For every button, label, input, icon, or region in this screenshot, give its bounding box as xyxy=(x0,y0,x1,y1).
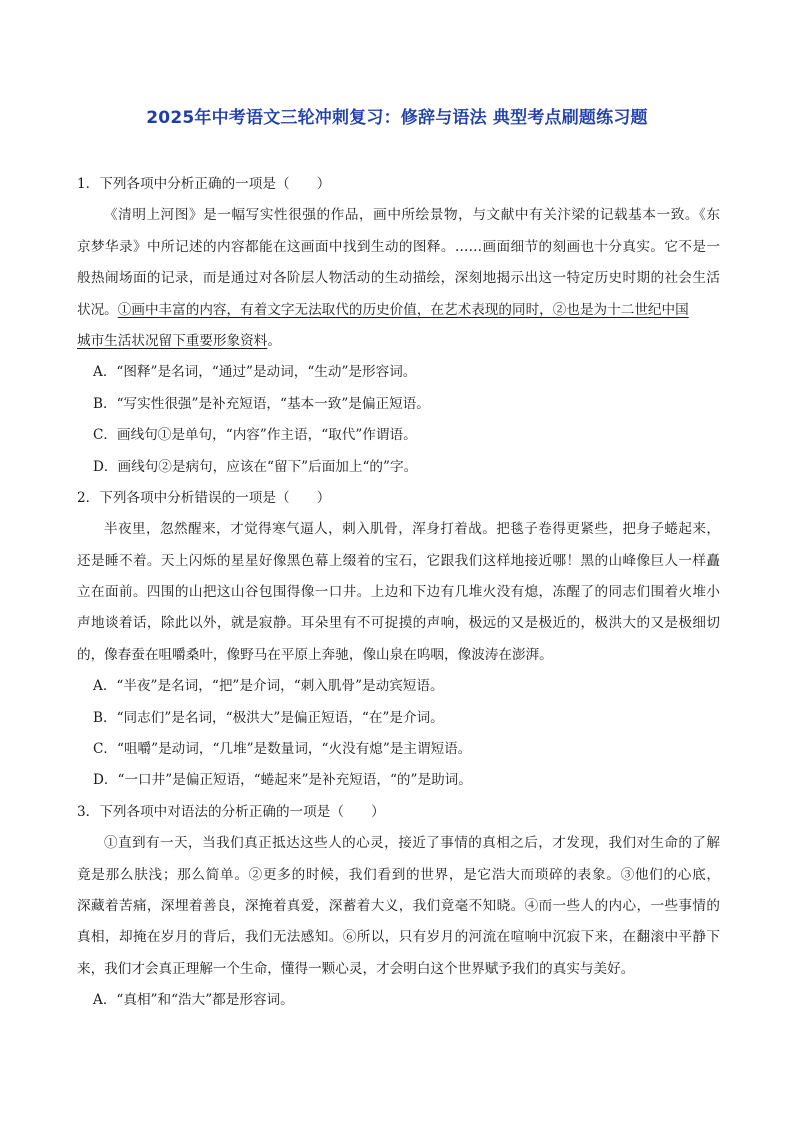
question-1-option-b: B．“写实性很强”是补充短语，“基本一致”是偏正短语。 xyxy=(93,395,430,412)
question-3-option-a: A．“真相”和“浩大”都是形容词。 xyxy=(93,992,294,1009)
question-2-passage-line: 半夜里，忽然醒来，才觉得寒气逼人，刺入肌骨，浑身打着战。把毯子卷得更紧些，把身子蜷起来， xyxy=(104,521,720,538)
question-1-passage-line xyxy=(77,328,720,359)
question-1-passage-line: 京梦华录》中所记述的内容都能在这画面中找到生动的图释。……画面细节的刻画也十分真实。它不是一 xyxy=(77,238,720,255)
question-3-passage-line: ①直到有一天，当我们真正抵达这些人的心灵，接近了事情的真相之后，才发现，我们对生命的了解 xyxy=(104,835,720,852)
question-1-stem: 1．下列各项中分析正确的一项是（ ） xyxy=(77,176,331,192)
question-1-passage-line xyxy=(77,297,720,328)
document-title: 2025年中考语文三轮冲刺复习：修辞与语法 典型考点刷题练习题 xyxy=(146,108,648,128)
question-3-passage-line: 竟是那么肤浅；那么简单。②更多的时候，我们看到的世界，是它浩大而琐碎的表象。③他们的心底， xyxy=(77,866,720,883)
question-1-option-a: A．“图释”是名词，“通过”是动词，“生动”是形容词。 xyxy=(93,364,417,381)
question-2-option-d: D．“一口井”是偏正短语，“蜷起来”是补充短语，“的”是助词。 xyxy=(93,772,472,789)
passage-plain-text: 。 xyxy=(267,332,281,349)
question-1-passage-line: 《清明上河图》是一幅写实性很强的作品，画中所绘景物，与文献中有关汴梁的记载基本一致。《东 xyxy=(104,207,720,224)
passage-plain-text: 状况。 xyxy=(77,301,118,318)
question-2-passage-line: 立在面前。四围的山把这山谷包围得像一口井。上边和下边有几堆火没有熄，冻醒了的同志们围着火堆小 xyxy=(77,584,720,601)
question-3-stem: 3．下列各项中对语法的分析正确的一项是（ ） xyxy=(77,803,385,820)
document-content xyxy=(77,171,720,1019)
underlined-sentence: 城市生活状况留下重要形象资料 xyxy=(77,332,268,349)
question-2-passage-line: 还是睡不着。天上闪烁的星星好像黑色幕上缀着的宝石，它跟我们这样地接近哪！黑的山峰像巨人一样矗 xyxy=(77,552,720,569)
question-2-passage-line: 的，像春蚕在咀嚼桑叶，像野马在平原上奔驰，像山泉在呜咽，像波涛在澎湃。 xyxy=(77,646,553,663)
question-2-option-c: C．“咀嚼”是动词，“几堆”是数量词，“火没有熄”是主谓短语。 xyxy=(93,741,472,758)
question-1-option-c: C．画线句①是单句，“内容”作主语，“取代”作谓语。 xyxy=(93,427,417,444)
question-2-option-b: B．“同志们”是名词，“极洪大”是偏正短语，“在”是介词。 xyxy=(93,709,444,726)
question-2-stem: 2．下列各项中分析错误的一项是（ ） xyxy=(77,489,331,506)
question-3-passage-line: 来，我们才会真正理解一个生命，懂得一颗心灵，才会明白这个世界赋予我们的真实与美好。 xyxy=(77,960,635,977)
question-1-passage-line: 般热闹场面的记录，而是通过对各阶层人物活动的生动描绘，深刻地揭示出这一特定历史时期的社会生活 xyxy=(77,270,720,287)
question-3-passage-line: 真相，却掩在岁月的背后，我们无法感知。⑥所以，只有岁月的河流在喧响中沉寂下来，在翻滚中平静下 xyxy=(77,929,720,946)
question-3-passage-line: 深藏着苦痛，深埋着善良，深掩着真爱，深蓄着大义，我们竟毫不知晓。④而一些人的内心，一些事情的 xyxy=(77,897,720,914)
question-2-passage-line: 声地谈着话，除此以外，就是寂静。耳朵里有不可捉摸的声响，极远的又是极近的，极洪大的又是极细切 xyxy=(77,615,720,632)
question-2-option-a: A．“半夜”是名词，“把”是介词，“刺入肌骨”是动宾短语。 xyxy=(93,678,444,695)
underlined-sentence: ①画中丰富的内容，有着文字无法取代的历史价值，在艺术表现的同时，②也是为十二世纪中国 xyxy=(117,301,689,318)
question-1-option-d: D．画线句②是病句，应该在“留下”后面加上“的”字。 xyxy=(93,458,418,475)
